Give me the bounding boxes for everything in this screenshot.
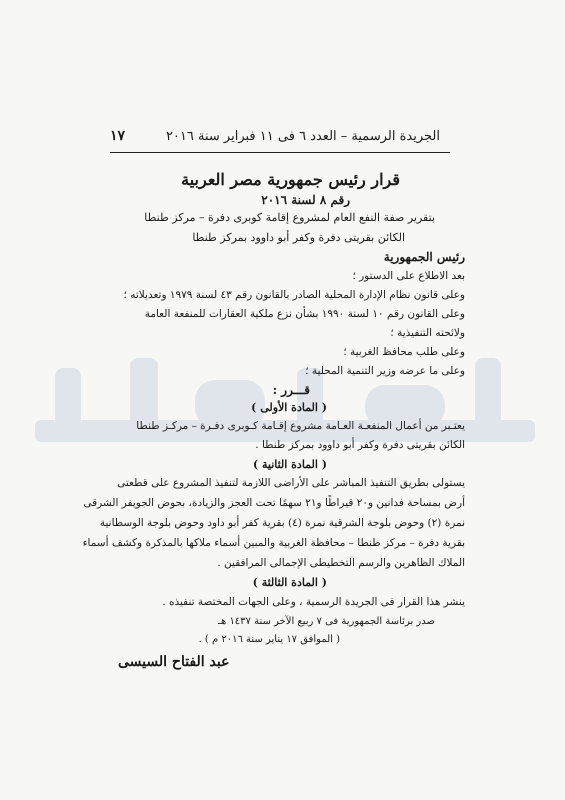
article-1-line: يعتـبر من أعمال المنفعـة العـامة مشروع إقـامة كـوبرى دفـرة – مركـز طنطا: [136, 420, 465, 432]
page-header: [110, 128, 440, 144]
preamble-line: وعلى قانون نظام الإدارة المحلية الصادر بالقانون رقم ٤٣ لسنة ١٩٧٩ وتعديلاته ؛: [123, 289, 465, 301]
issued-date-line: ( الموافق ١٧ يناير سنة ٢٠١٦ م ) .: [198, 634, 340, 645]
preamble-line: وعلى طلب محافظ الغربية ؛: [343, 346, 465, 358]
article-2-line: أرض بمساحة فدانين و٢٠ قيراطًا و٢١ سهمًا تحت العجز والزيادة، بحوض الجويفر الشرقى: [83, 497, 465, 509]
header-divider: [110, 152, 450, 153]
article-1-heading: ( المادة الأولى ): [251, 401, 327, 414]
article-1-line: الكائن بقريتى دفرة وكفر أبو داوود بمركز طنطا .: [255, 439, 465, 451]
article-3-heading: ( المادة الثالثة ): [252, 576, 327, 589]
gazette-header-title: الجريدة الرسمية – العدد ٦ فى ١١ فبراير سنة ٢٠١٦: [165, 128, 440, 144]
decree-subject-line-2: الكائن بقريتى دفرة وكفر أبو داوود بمركز طنطا: [192, 231, 405, 244]
page-number: ١٧: [110, 128, 126, 144]
article-2-line: الملاك الظاهرين والرسم التخطيطى الإجمالى المرافقين .: [217, 557, 465, 569]
article-3-line: ينشر هذا القرار فى الجريدة الرسمية ، وعلى الجهات المختصة تنفيذه .: [162, 596, 465, 608]
decided-heading: قـــرر :: [272, 383, 310, 397]
preamble-line: وعلى القانون رقم ١٠ لسنة ١٩٩٠ بشأن نزع ملكية العقارات للمنفعة العامة: [144, 308, 465, 320]
decree-subject-line-1: بتقرير صفة النفع العام لمشروع إقامة كوبرى دفرة – مركز طنطا: [144, 211, 435, 224]
article-2-line: نمرة (٢) وحوض بلوجة الشرقية نمرة (٤) بقرية كفر أبو داود وحوض بلوجة الوسطانية: [99, 517, 465, 529]
signature: عبد الفتاح السيسى: [118, 654, 230, 670]
preamble-line: بعد الاطلاع على الدستور ؛: [352, 270, 465, 282]
preamble-line: ولائحته التنفيذية ؛: [390, 327, 465, 339]
issuer-heading: رئيس الجمهورية: [383, 250, 465, 264]
article-2-heading: ( المادة الثانية ): [252, 458, 327, 471]
article-2-line: يستولى بطريق التنفيذ المباشر على الأراضى اللازمة لتنفيذ المشروع على قطعتى: [117, 477, 465, 489]
article-2-line: بقرية دفرة – مركز طنطا – محافظة الغربية والمبين أسماء ملاكها بالمذكرة وكشف أسماء: [82, 537, 465, 549]
decree-title: قرار رئيس جمهورية مصر العربية: [181, 170, 400, 189]
preamble-line: وعلى ما عرضه وزير التنمية المحلية ؛: [305, 365, 465, 377]
issued-date-line: صدر برئاسة الجمهورية فى ٧ ربيع الآخر سنة ١٤٣٧ هـ: [218, 616, 435, 627]
decree-number: رقم ٨ لسنة ٢٠١٦: [261, 193, 350, 207]
